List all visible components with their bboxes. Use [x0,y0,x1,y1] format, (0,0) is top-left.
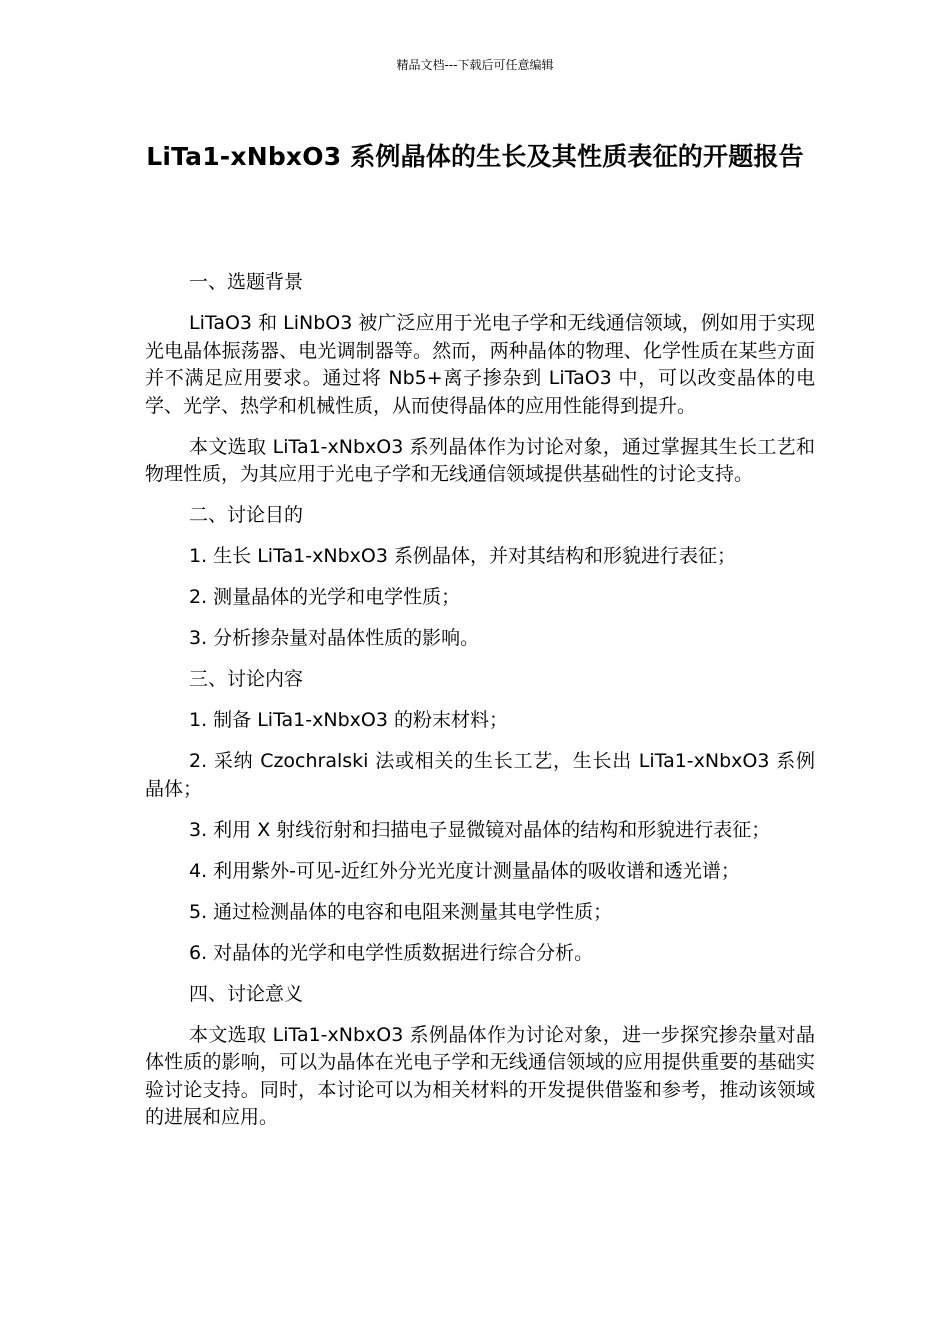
document-body [145,269,815,1145]
page-header: 精品文档---下载后可任意编辑 [396,58,554,72]
section-heading-objectives: 二、讨论目的 [189,504,304,526]
objective-item: 3. 分析掺杂量对晶体性质的影响。 [189,627,480,649]
content-item: 2. 采纳 Czochralski 法或相关的生长工艺，生长出 LiTa1-xNbxO3 系例晶体； [145,750,815,800]
section-heading-background: 一、选题背景 [189,271,304,293]
content-item: 3. 利用 X 射线衍射和扫描电子显微镜对晶体的结构和形貌进行表征； [189,818,771,841]
background-paragraph-1: LiTaO3 和 LiNbO3 被广泛应用于光电子学和无线通信领域，例如用于实现光电晶体振荡器、电光调制器等。然而，两种晶体的物理、化学性质在某些方面并不满足应用要求。通过将 Nb5+离子掺杂到 LiTaO3 中，可以改变晶体的电学、光学、热学和机械性质，从而使得晶体的应用性能得到提升。 [145,312,815,417]
significance-paragraph: 本文选取 LiTa1-xNbxO3 系例晶体作为讨论对象，进一步探究掺杂量对晶体性质的影响，可以为晶体在光电子学和无线通信领域的应用提供重要的基础实验讨论支持。同时，本讨论可以为相关材料的开发提供借鉴和参考，推动该领域的进展和应用。 [145,1023,815,1128]
document-title: LiTa1-xNbxO3 系例晶体的生长及其性质表征的开题报告 [146,142,804,171]
objective-item: 1. 生长 LiTa1-xNbxO3 系例晶体，并对其结构和形貌进行表征； [189,545,736,567]
content-item: 1. 制备 LiTa1-xNbxO3 的粉末材料； [189,709,508,731]
content-item: 4. 利用紫外-可见-近红外分光光度计测量晶体的吸收谱和透光谱； [189,859,740,882]
section-heading-significance: 四、讨论意义 [189,982,304,1005]
content-item: 6. 对晶体的光学和电学性质数据进行综合分析。 [189,941,594,964]
section-heading-content: 三、讨论内容 [189,668,304,690]
background-paragraph-2: 本文选取 LiTa1-xNbxO3 系列晶体作为讨论对象，通过掌握其生长工艺和物理性质，为其应用于光电子学和无线通信领域提供基础性的讨论支持。 [145,435,815,485]
objective-item: 2. 测量晶体的光学和电学性质； [189,586,461,608]
content-item: 5. 通过检测晶体的电容和电阻来测量其电学性质； [189,900,613,923]
